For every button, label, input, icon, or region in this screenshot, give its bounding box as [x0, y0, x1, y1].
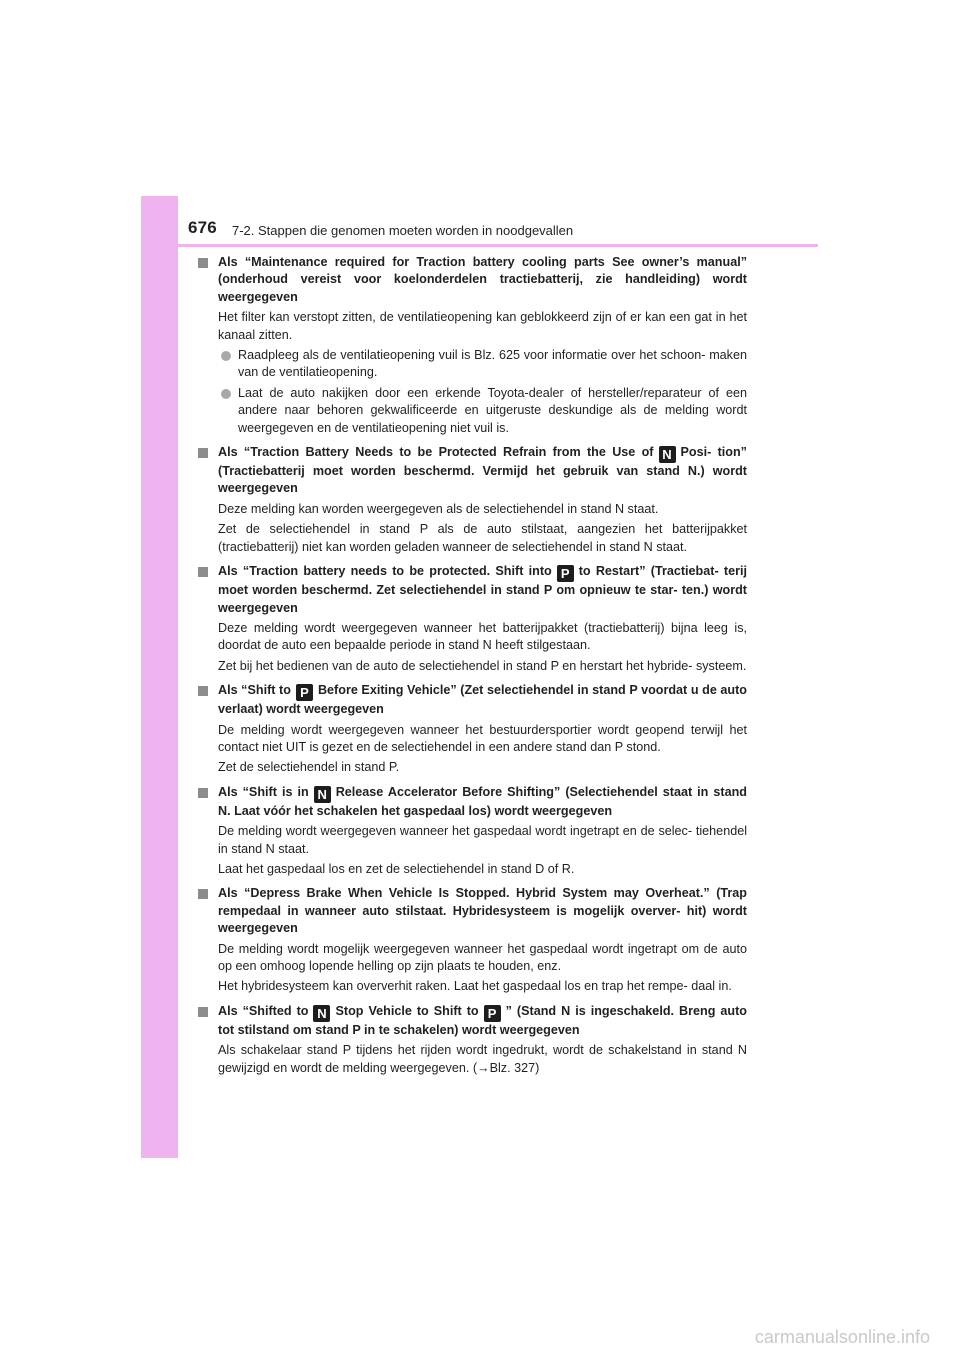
page-number: 676	[188, 218, 217, 237]
page-header	[178, 196, 818, 244]
heading-text: Als “Traction battery needs to be protected. Shift into	[218, 564, 552, 579]
message-item	[198, 254, 747, 437]
gear-p-icon: P	[484, 1005, 501, 1022]
item-heading	[198, 563, 747, 617]
bullet-text: Laat de auto nakijken door een erkende Toyota-dealer of hersteller/reparateur of een andere naar behoren gekwalificeerde en uitgeruste deskundige als de melding wordt weergegeven en de ventilatieopening niet vuil is.	[238, 385, 747, 435]
gear-p-icon: P	[296, 684, 313, 701]
item-heading	[198, 254, 747, 306]
chapter-color-band	[141, 196, 178, 1158]
heading-text: Before Exiting Vehicle” (Zet selectiehendel in stand P voordat u de auto verlaat) wordt weergegeven	[218, 683, 747, 717]
bullet-item	[198, 347, 747, 382]
message-item	[198, 444, 747, 556]
section-title: 7-2. Stappen die genomen moeten worden in noodgevallen	[232, 223, 574, 238]
body-paragraph: Het filter kan verstopt zitten, de ventilatieopening kan geblokkeerd zijn of er kan een gat in het kanaal zitten.	[218, 310, 747, 342]
gear-n-icon: N	[313, 1005, 330, 1022]
heading-text: Als “Maintenance required for Traction battery cooling parts See owner’s manual” (onderhoud vereist voor koelonderdelen tractiebatterij, zie handleiding) wordt weergegeven	[218, 255, 747, 304]
heading-text: ” (Stand N is ingeschakeld. Breng auto tot stilstand om stand P in te schakelen) wordt weergegeven	[218, 1003, 747, 1037]
square-bullet-icon	[198, 686, 208, 696]
header-rule	[141, 244, 818, 247]
bullet-item	[198, 385, 747, 437]
heading-text: Release Accelerator Before Shifting” (Selectiehendel staat in stand N. Laat vóór het schakelen het gaspedaal los) wordt weergegeven	[218, 784, 747, 818]
item-heading	[198, 682, 747, 718]
body-paragraph: Laat het gaspedaal los en zet de selectiehendel in stand D of R.	[218, 861, 575, 876]
heading-text: Als “Shifted to	[218, 1003, 309, 1018]
body-paragraph: De melding wordt weergegeven wanneer het bestuurdersportier wordt geopend terwijl het contact niet UIT is gezet en de selectiehendel in een andere stand dan P stond.	[218, 722, 747, 754]
square-bullet-icon	[198, 1007, 208, 1017]
heading-text: Posi- tion” (Tractiebatterij moet worden beschermd. Vermijd het gebruik van stand N.) wordt weergegeven	[218, 445, 747, 496]
item-heading	[198, 885, 747, 937]
circle-bullet-icon	[221, 389, 231, 399]
message-item	[198, 563, 747, 675]
heading-text: Als “Depress Brake When Vehicle Is Stopped. Hybrid System may Overheat.” (Trap rempedaal in wanneer auto stilstaat. Hybridesysteem is mogelijk overver- hit) wordt weergegeven	[218, 886, 747, 936]
square-bullet-icon	[198, 258, 208, 268]
body-paragraph: Zet de selectiehendel in stand P als de auto stilstaat, aangezien het batterijpakket (tractiebatterij) niet kan worden geladen wanneer de selectiehendel in stand N staat.	[218, 522, 747, 554]
item-heading	[198, 784, 747, 820]
body-paragraph: Deze melding wordt weergegeven wanneer het batterijpakket (tractiebatterij) bijna leeg is, doordat de auto een bepaalde periode in stand N heeft stilgestaan.	[218, 620, 747, 653]
item-heading	[198, 1003, 747, 1039]
bullet-text: Raadpleeg als de ventilatieopening vuil is Blz. 625 voor informatie over het schoon- maken van de ventilatieopening.	[238, 348, 747, 380]
body-paragraph: Het hybridesysteem kan oververhit raken. Laat het gaspedaal los en trap het rempe- daal in.	[218, 979, 732, 994]
watermark-text: carmanualsonline.info	[754, 1327, 930, 1347]
heading-text: to Restart” (Tractiebat- terij moet worden beschermd. Zet selectiehendel in stand P om opnieuw te star- ten.) wordt weergegeven	[218, 564, 747, 615]
body-paragraph: Deze melding kan worden weergegeven als de selectiehendel in stand N staat.	[218, 501, 659, 516]
body-paragraph: Zet de selectiehendel in stand P.	[218, 760, 400, 775]
message-item	[198, 1003, 747, 1077]
heading-text: Als “Shift to	[218, 683, 291, 698]
gear-p-icon: P	[557, 565, 574, 582]
circle-bullet-icon	[221, 351, 231, 361]
heading-text: Als “Traction Battery Needs to be Protected Refrain from the Use of	[218, 445, 654, 460]
message-item	[198, 682, 747, 777]
square-bullet-icon	[198, 788, 208, 798]
gear-n-icon: N	[314, 786, 331, 803]
message-item	[198, 885, 747, 995]
item-heading	[198, 444, 747, 498]
square-bullet-icon	[198, 567, 208, 577]
heading-text: Als “Shift is in	[218, 784, 309, 799]
square-bullet-icon	[198, 448, 208, 458]
body-paragraph: Zet bij het bedienen van de auto de selectiehendel in stand P en herstart het hybride- systeem.	[218, 658, 747, 673]
heading-text: Stop Vehicle to Shift to	[335, 1003, 479, 1018]
page-content	[198, 254, 747, 1084]
square-bullet-icon	[198, 889, 208, 899]
body-paragraph: De melding wordt mogelijk weergegeven wanneer het gaspedaal wordt ingetrapt om de auto op een omhoog lopende helling op zijn plaats te houden, enz.	[218, 941, 747, 973]
gear-n-icon: N	[659, 446, 676, 463]
body-paragraph: De melding wordt weergegeven wanneer het gaspedaal wordt ingetrapt en de selec- tiehendel in stand N staat.	[218, 824, 747, 856]
body-paragraph: Als schakelaar stand P tijdens het rijden wordt ingedrukt, wordt de schakelstand in stand N gewijzigd en wordt de melding weergegeven. (→Blz. 327)	[218, 1043, 747, 1075]
message-item	[198, 784, 747, 879]
